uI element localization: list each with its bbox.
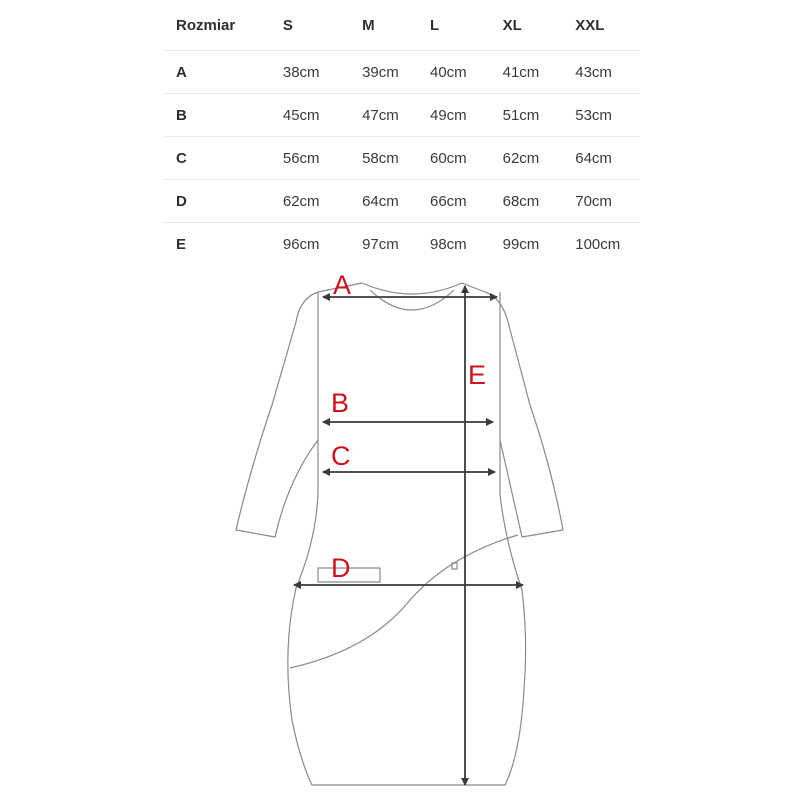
table-cell: 64cm xyxy=(362,180,430,223)
table-cell: 41cm xyxy=(503,51,576,94)
table-header-row xyxy=(162,0,640,51)
table-row xyxy=(162,180,640,223)
label-b: B xyxy=(331,388,350,418)
measurement-labels xyxy=(331,270,486,583)
label-a: A xyxy=(333,270,352,300)
table-row xyxy=(162,51,640,94)
row-label: D xyxy=(162,180,283,223)
header-m: M xyxy=(362,0,430,51)
dress-body-outline xyxy=(236,283,563,785)
row-label: A xyxy=(162,51,283,94)
label-e: E xyxy=(468,360,487,390)
table-cell: 40cm xyxy=(430,51,503,94)
neckline-outer xyxy=(362,283,462,294)
table-cell: 68cm xyxy=(503,180,576,223)
table-row xyxy=(162,223,640,266)
table-cell: 49cm xyxy=(430,94,503,137)
table-cell: 70cm xyxy=(575,180,640,223)
table-cell: 60cm xyxy=(430,137,503,180)
table-cell: 47cm xyxy=(362,94,430,137)
label-d: D xyxy=(331,553,351,583)
table-cell: 53cm xyxy=(575,94,640,137)
table-cell: 64cm xyxy=(575,137,640,180)
table-cell: 39cm xyxy=(362,51,430,94)
table-cell: 99cm xyxy=(502,235,540,253)
measurement-arrows xyxy=(294,286,523,785)
table-cell: 56cm xyxy=(283,137,362,180)
row-label: B xyxy=(162,94,283,137)
table-row xyxy=(162,94,640,137)
table-cell: 62cm xyxy=(283,180,362,223)
drape-seam xyxy=(290,535,518,668)
header-size: Rozmiar xyxy=(162,0,283,51)
table-cell: 96cm xyxy=(282,235,320,253)
header-xl: XL xyxy=(503,0,576,51)
table-cell: 45cm xyxy=(283,94,362,137)
table-cell: 66cm xyxy=(430,180,503,223)
table-cell: 58cm xyxy=(362,137,430,180)
header-s: S xyxy=(283,0,362,51)
header-l: L xyxy=(430,0,503,51)
label-c: C xyxy=(331,441,351,471)
pocket xyxy=(318,568,380,582)
neckline-inner xyxy=(370,290,454,310)
header-xxl: XXL xyxy=(575,0,640,51)
table-row xyxy=(162,137,640,180)
table-cell: 43cm xyxy=(575,51,640,94)
size-chart-table xyxy=(162,0,640,265)
pocket-tag xyxy=(452,563,457,569)
table-cell: 51cm xyxy=(503,94,576,137)
dress-outline xyxy=(236,283,563,785)
table-cell: 62cm xyxy=(503,137,576,180)
table-cell: 100cm xyxy=(575,235,621,253)
row-label: C xyxy=(162,137,283,180)
table-cell: 38cm xyxy=(283,51,362,94)
table-cell: 98cm xyxy=(430,235,467,253)
table-cell: 97cm xyxy=(362,235,399,253)
row-label: E xyxy=(176,235,187,253)
